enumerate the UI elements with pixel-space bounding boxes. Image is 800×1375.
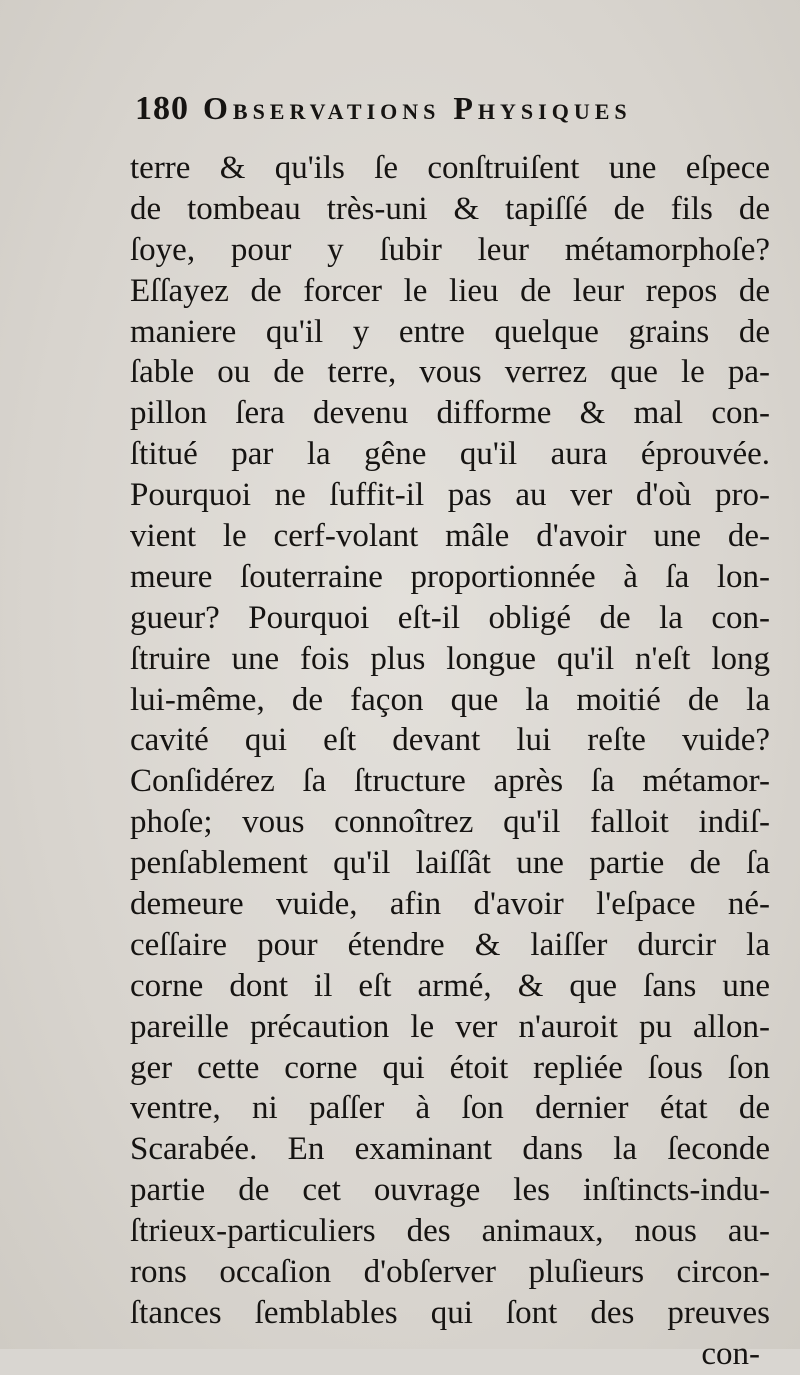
text-line: pareille précaution le ver n'auroit pu allon- [130, 1008, 770, 1045]
text-line: ſtrieux-particuliers des animaux, nous au- [130, 1213, 770, 1250]
text-line: Eſſayez de forcer le lieu de leur repos de [130, 272, 770, 309]
text-line: meure ſouterraine proportionnée à ſa lon- [130, 558, 770, 595]
text-line: terre & qu'ils ſe conſtruiſent une eſpece [130, 150, 770, 186]
text-line: partie de cet ouvrage les inſtincts-indu- [130, 1172, 770, 1209]
text-line: de tombeau très-uni & tapiſſé de fils de [130, 190, 770, 227]
text-line: ventre, ni paſſer à ſon dernier état de [130, 1090, 770, 1127]
text-line: Scarabée. En examinant dans la ſeconde [130, 1131, 770, 1168]
body-text [130, 148, 770, 1375]
text-line: ſtruire une fois plus longue qu'il n'eſt long [130, 640, 770, 677]
text-line: demeure vuide, afin d'avoir l'eſpace né- [130, 886, 770, 923]
catchword: con- [701, 1335, 760, 1372]
text-line: Pourquoi ne ſuffit-il pas au ver d'où pro- [130, 477, 770, 514]
text-line: ſtances ſemblables qui ſont des preuves [130, 1294, 770, 1331]
text-line: ger cette corne qui étoit repliée ſous ſon [130, 1049, 770, 1086]
text-line: rons occaſion d'obſerver pluſieurs circon- [130, 1254, 770, 1291]
text-line: lui-même, de façon que la moitié de la [130, 681, 770, 718]
running-title: Observations Physiques [203, 90, 632, 126]
text-line: maniere qu'il y entre quelque grains de [130, 313, 770, 350]
text-line: gueur? Pourquoi eſt-il obligé de la con- [130, 599, 770, 636]
text-line: ſable ou de terre, vous verrez que le pa- [130, 354, 770, 391]
text-line: vient le cerf-volant mâle d'avoir une de- [130, 518, 770, 555]
text-line: cavité qui eſt devant lui reſte vuide? [130, 722, 770, 759]
text-line: ſtitué par la gêne qu'il aura éprouvée. [130, 436, 770, 473]
text-line: Conſidérez ſa ſtructure après ſa métamor- [130, 763, 770, 800]
text-line: penſablement qu'il laiſſât une partie de ſa [130, 845, 770, 882]
text-line: ceſſaire pour étendre & laiſſer durcir la [130, 926, 770, 963]
text-line: corne dont il eſt armé, & que ſans une [130, 967, 770, 1004]
page-header [135, 90, 760, 134]
text-line: phoſe; vous connoîtrez qu'il falloit indiſ- [130, 804, 770, 841]
page-number: 180 [135, 90, 189, 127]
text-line: pillon ſera devenu difforme & mal con- [130, 395, 770, 432]
text-line: ſoye, pour y ſubir leur métamorphoſe? [130, 231, 770, 268]
